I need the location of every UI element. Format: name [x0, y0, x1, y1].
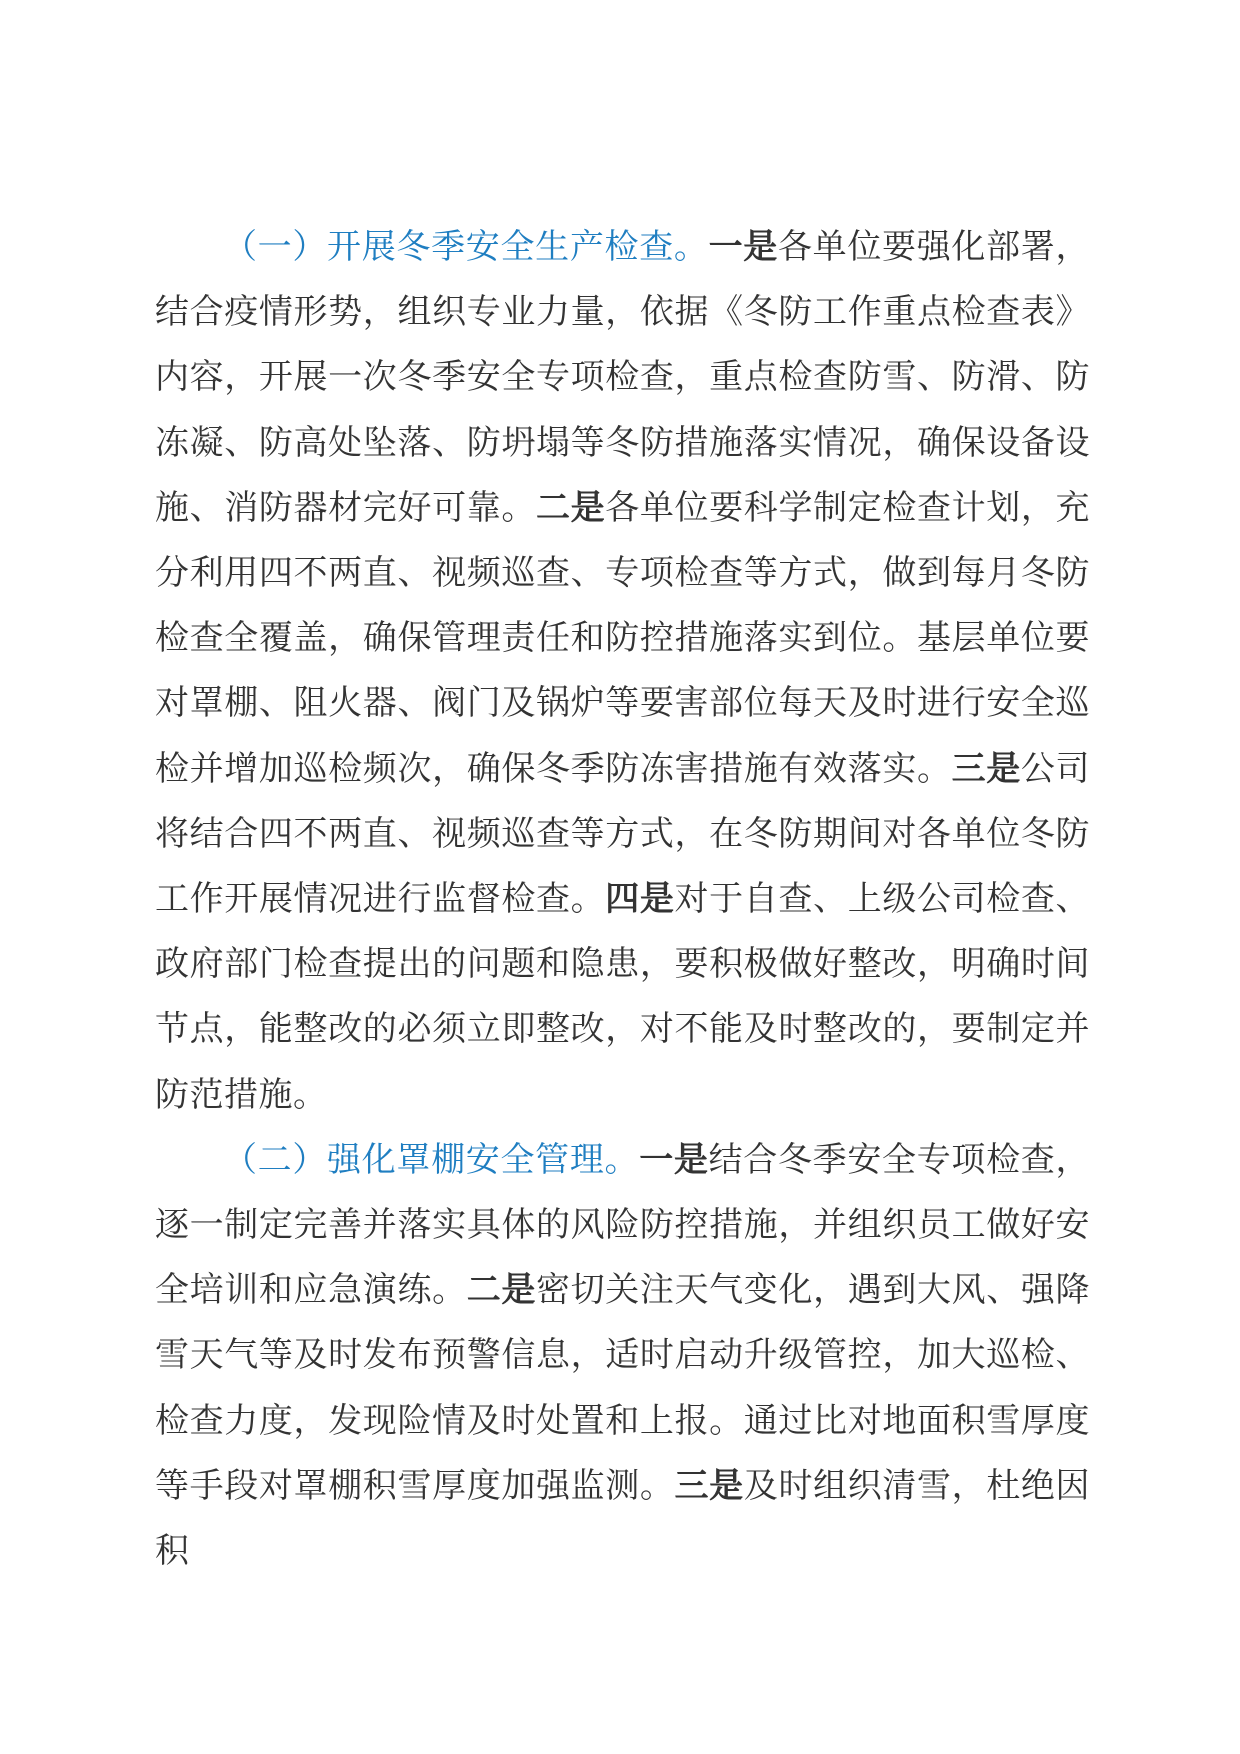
body-text: 结合冬季安全专项检查，逐一制定完善并落实具体的风险防控措施，并组织员工做好安全培训和应急演练。: [155, 1139, 1090, 1311]
keyword-3: 三是: [951, 748, 1021, 789]
keyword-4: 四是: [605, 879, 675, 920]
document-page: [155, 215, 1090, 1584]
section-heading-1: （一）开展冬季安全生产检查。: [223, 227, 709, 267]
body-text: 及时组织清雪，杜绝因积: [155, 1465, 1091, 1572]
keyword-2: 二是: [535, 487, 606, 528]
section-paragraph-1: [155, 215, 1090, 1128]
keyword-1: 一是: [639, 1139, 709, 1180]
keyword-2: 二是: [466, 1270, 536, 1311]
section-paragraph-2: [155, 1128, 1090, 1584]
keyword-3: 三是: [674, 1465, 744, 1506]
body-text: 各单位要科学制定检查计划，充分利用四不两直、视频巡查、专项检查等方式，做到每月冬防检查全覆盖，确保管理责任和防控措施落实到位。基层单位要对罩棚、阻火器、阀门及锅炉等要害部位每天及时进行安全巡检并增加巡检频次，确保冬季防冻害措施有效落实。: [155, 487, 1091, 789]
keyword-1: 一是: [708, 227, 778, 267]
body-text: 密切关注天气变化，遇到大风、强降雪天气等及时发布预警信息，适时启动升级管控，加大巡检、检查力度，发现险情及时处置和上报。通过比对地面积雪厚度等手段对罩棚积雪厚度加强监测。: [155, 1270, 1091, 1506]
body-text: 公司将结合四不两直、视频巡查等方式，在冬防期间对各单位冬防工作开展情况进行监督检查。: [155, 748, 1091, 920]
section-heading-2: （二）强化罩棚安全管理。: [223, 1139, 640, 1180]
body-text: 对于自查、上级公司检查、政府部门检查提出的问题和隐患，要积极做好整改，明确时间节点，能整改的必须立即整改，对不能及时整改的，要制定并防范措施。: [155, 879, 1091, 1115]
body-text: 各单位要强化部署，结合疫情形势，组织专业力量，依据《冬防工作重点检查表》内容，开展一次冬季安全专项检查，重点检查防雪、防滑、防冻凝、防高处坠落、防坍塌等冬防措施落实情况，确保设备设施、消防器材完好可靠。: [155, 227, 1090, 528]
